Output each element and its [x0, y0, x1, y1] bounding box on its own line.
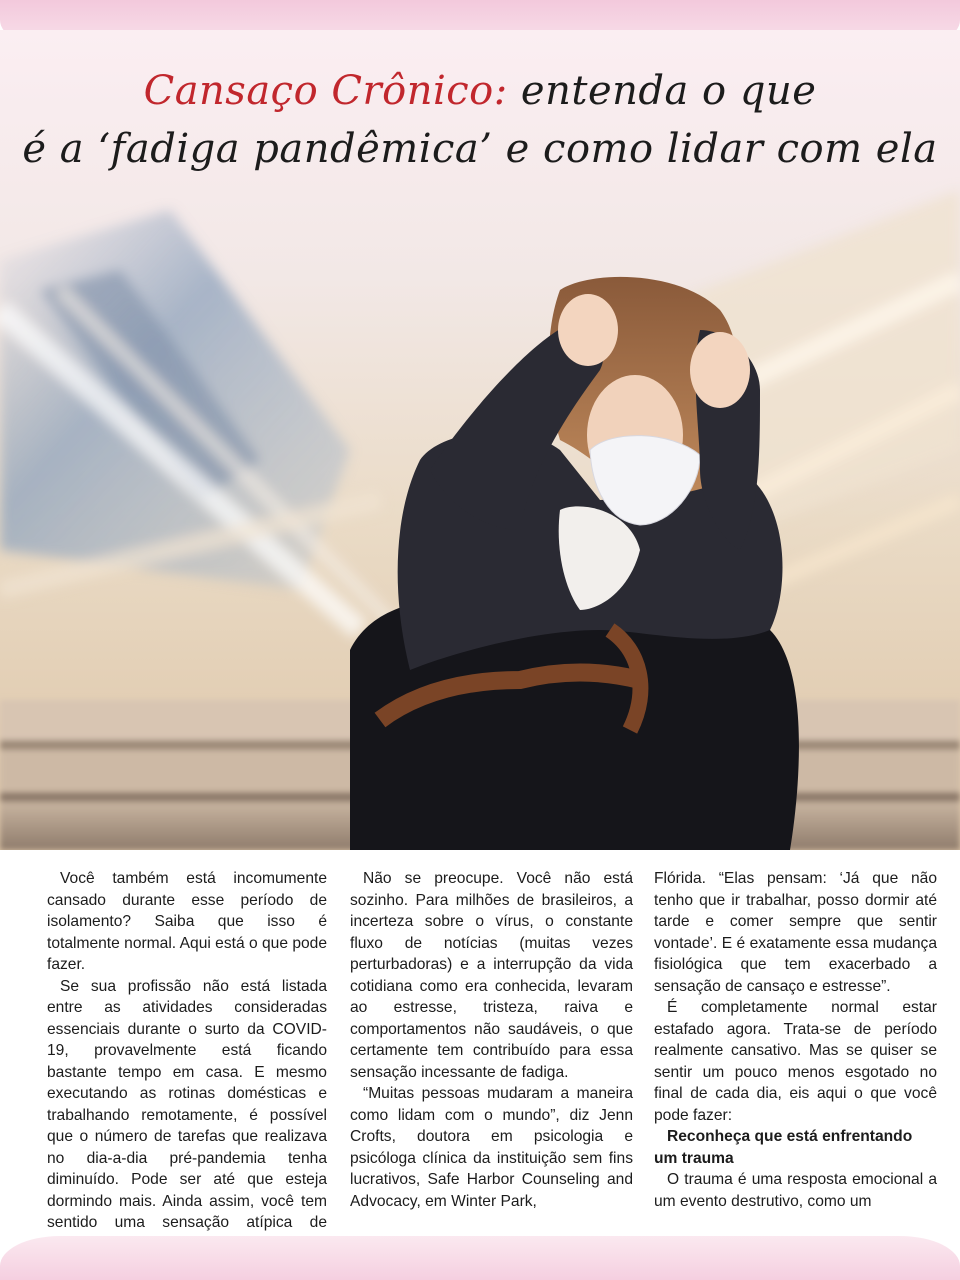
section-subheading: Reconheça que está enfrentando um trauma: [654, 1128, 913, 1167]
article-headline: [0, 62, 960, 178]
article-column-2: [350, 868, 633, 1212]
paragraph: Não se preocupe. Você não está sozinho. Para milhões de brasileiros, a incerteza sobre o vírus, o constante fluxo de notícias (muitas vezes perturbadoras) e a interrupção da vida cotidiana como era conhecida, levaram ao estresse, tristeza, raiva e comportamentos não saudáveis, o que certamente tem contribuído para essa sensação incessante de fadiga.: [350, 870, 633, 1081]
headline-line-1-rest: entenda o que: [507, 68, 817, 114]
paragraph: “Muitas pessoas mudaram a maneira como lidam com o mundo”, diz Jenn Crofts, doutora em psicologia e psicóloga clínica da instituição sem fins lucrativos, Safe Harbor Counseling and Advocacy, em Winter Park,: [350, 1085, 633, 1210]
headline-accent: Cansaço Crônico:: [143, 68, 508, 114]
headline-line-2: é a ‘fadiga pandêmica’ e como lidar com ela: [22, 126, 938, 172]
headline-line-1: [0, 62, 960, 120]
article-column-3: [654, 868, 937, 1212]
paragraph: Você também está incomumente cansado durante esse período de isolamento? Saiba que isso é totalmente normal. Aqui está o que pode fazer.: [47, 870, 328, 973]
paragraph: O trauma é uma resposta emocional a um evento destrutivo, como um: [654, 1171, 937, 1210]
paragraph: Flórida. “Elas pensam: ‘Já que não tenho que ir trabalhar, posso dormir até tarde e comer sempre que sentir vontade’. E é exatamente essa mudança fisiológica que tem exacerbado a sensação de cansaço e estresse”.: [654, 870, 937, 995]
paragraph: É completamente normal estar estafado agora. Trata-se de período realmente cansativo. Mas se quiser se sentir um pouco menos esgotado no final de cada dia, eis aqui o que você pode fazer:: [654, 999, 937, 1124]
paragraph: Se sua profissão não está listada entre as atividades consideradas essenciais durante o surto da COVID-19, provavelmente está ficando bastante tempo em casa. E mesmo executando as rotinas domésticas e trabalhando remotamente, é possível que o número de tarefas que realizava no dia-a-dia pré-pandemia tenha diminuído. Pode ser até que esteja dormindo mais. Ainda assim, você tem sentido uma sensação atípica de: [47, 977, 327, 1231]
article-column-1: [47, 868, 327, 1255]
bottom-pink-band: [0, 1236, 960, 1280]
